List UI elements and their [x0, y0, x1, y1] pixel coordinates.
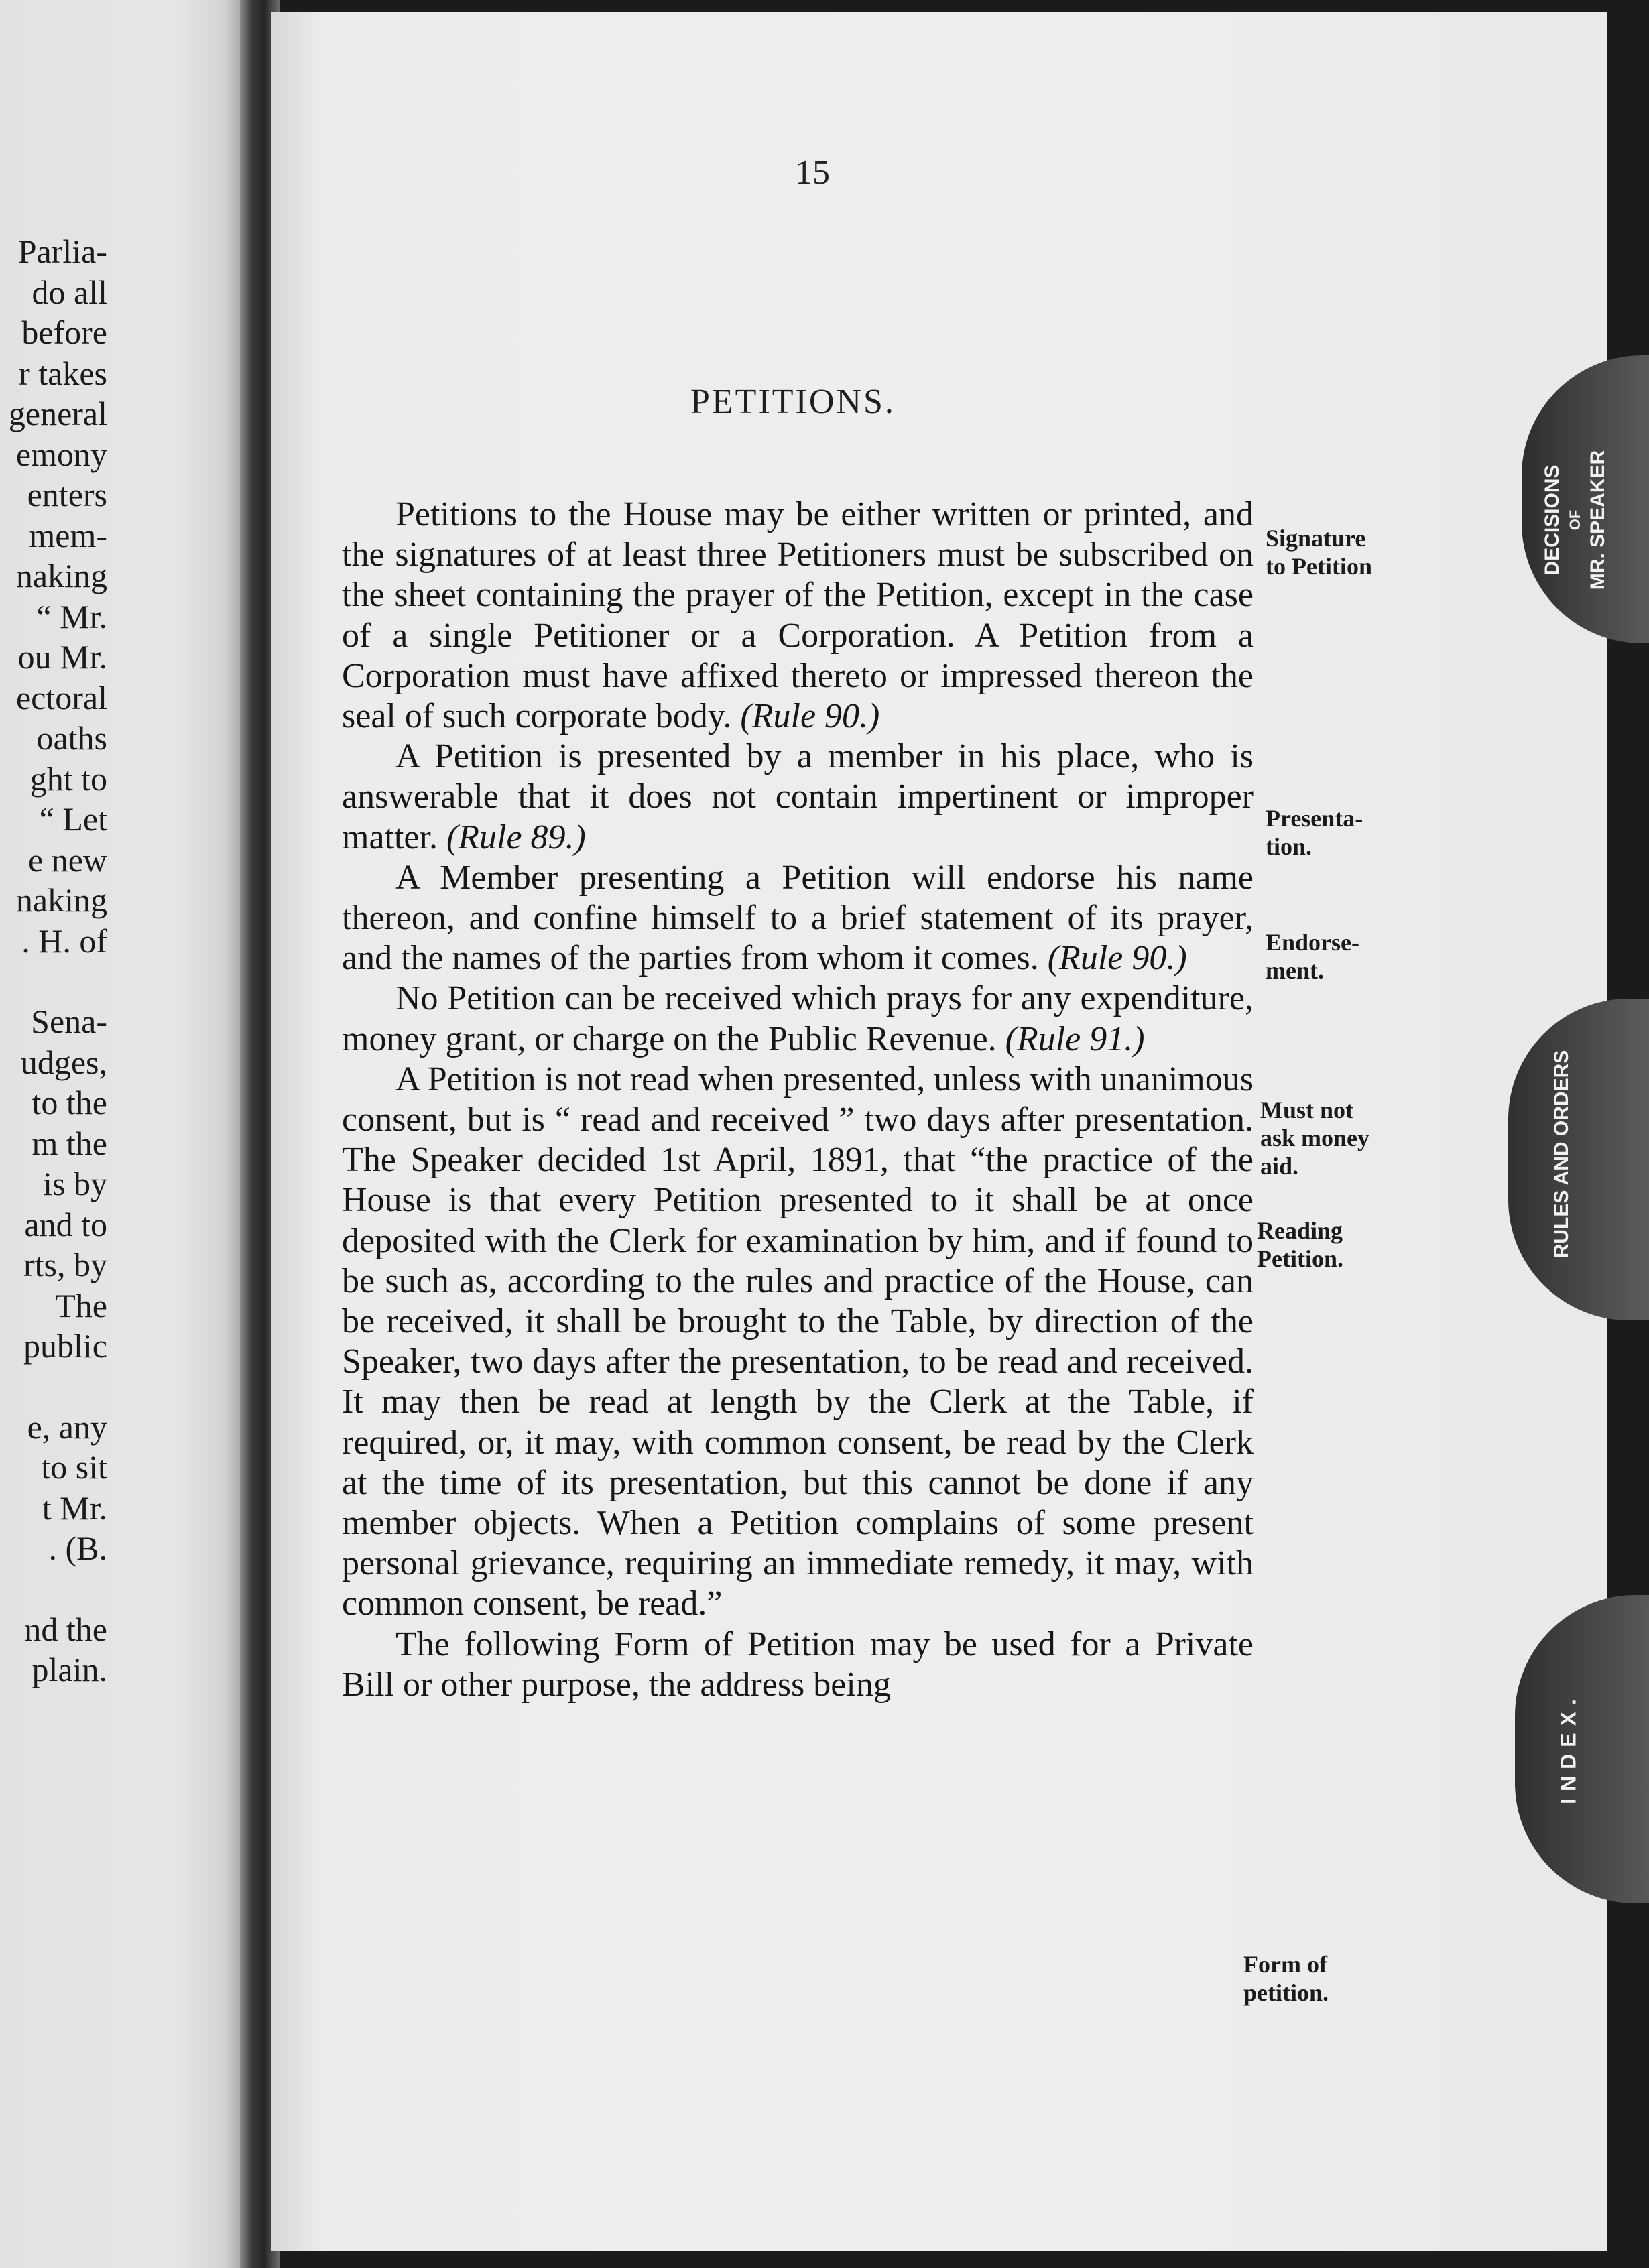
section-title: PETITIONS.: [690, 383, 896, 421]
left-page-line: e new: [28, 840, 107, 879]
margin-note-endorsement: Endorse- ment.: [1266, 929, 1360, 984]
paragraph-endorsement: A Member presenting a Petition will endorse his name thereon, and confine himself to a brief statement of its prayer, and the names of the parties from whom it comes. (Rule 90.): [342, 858, 1254, 978]
margin-note-reading: Reading Petition.: [1257, 1217, 1343, 1272]
paragraph-form: The following Form of Petition may be used for a Private Bill or other purpose, the address being: [342, 1625, 1254, 1704]
left-page-line: ectoral: [15, 678, 107, 716]
paragraph-signatures: Petitions to the House may be either written or printed, and the signatures of at least three Petitioners must be subscribed on the sheet containing the prayer of the Petition, except in the case of a single Petitioner or a Corporation. A Petition from a Corporation must have affixed thereto or impressed thereon the seal of such corporate body. (Rule 90.): [342, 495, 1254, 736]
left-page-line: t Mr.: [42, 1489, 107, 1527]
thumb-tab-rules-label: RULES AND ORDERS: [1550, 1050, 1573, 1259]
left-page-line: “ Mr.: [36, 597, 107, 635]
left-page-line: oaths: [36, 719, 107, 757]
left-page-line: before: [21, 314, 107, 351]
left-page-line: . (B.: [48, 1529, 107, 1567]
left-page-line: e, any: [27, 1407, 107, 1446]
margin-note-signature: Signature to Petition: [1266, 525, 1372, 580]
left-page-line: plain.: [32, 1651, 107, 1688]
thumb-tab-index-label: INDEX.: [1556, 1692, 1581, 1804]
paragraph-reading: A Petition is not read when presented, unless with unanimous consent, but is “ read and received ” two days after presentation. The Speaker decided 1st April, 1891, that “the practice of the House is that every Petition presented to it shall be at once deposited with the Clerk for examination by him, and if found to be such as, according to the rules and practice of the House, can be received, it shall be brought to the Table, by direction of the Speaker, two days after the presentation, to be read and received. It may then be read at length by the Clerk at the Table, if required, or, it may, with common consent, be read by the Clerk at the time of its presentation, but this cannot be done if any member objects. When a Petition complains of some present personal grievance, requiring an immediate remedy, it may, with common consent, be read.”: [342, 1060, 1254, 1623]
margin-note-form: Form of petition.: [1243, 1951, 1329, 2006]
left-page-line: and to: [24, 1205, 107, 1243]
left-page-line: mem-: [29, 516, 107, 554]
left-page-line: Parlia-: [17, 233, 107, 270]
left-page-text: [0, 231, 107, 1690]
thumb-tab-decisions-label: DECISIONS OF MR. SPEAKER: [1541, 450, 1609, 590]
left-page-line: do all: [32, 273, 107, 311]
paragraph-presentation: A Petition is presented by a member in his place, who is answerable that it does not contain impertinent or improper matter. (Rule 89.): [342, 737, 1254, 857]
left-page-line: ght to: [29, 759, 107, 798]
body-text: [342, 495, 1254, 1705]
left-page-line: udges,: [20, 1043, 107, 1081]
left-page-line: The: [55, 1286, 107, 1324]
paragraph-money: No Petition can be received which prays for any expenditure, money grant, or charge on the Public Revenue. (Rule 91.): [342, 979, 1254, 1058]
left-page-line: general: [8, 395, 107, 432]
left-page-gap: [0, 961, 107, 1001]
left-page-line: . H. of: [21, 922, 107, 960]
margin-note-presentation: Presenta- tion.: [1266, 805, 1363, 860]
left-page-line: Sena-: [31, 1003, 107, 1040]
left-page-line: public: [23, 1327, 107, 1365]
left-page-line: “ Let: [39, 800, 107, 838]
left-page-line: nd the: [24, 1610, 107, 1648]
left-page-line: naking: [15, 881, 107, 919]
left-page-line: ou Mr.: [17, 638, 107, 676]
left-page-gap: [0, 1569, 107, 1609]
left-page-line: r takes: [19, 354, 107, 392]
left-page-gap: [0, 1367, 107, 1407]
left-page-line: enters: [27, 476, 107, 513]
margin-note-money: Must not ask money aid.: [1260, 1096, 1370, 1180]
left-page-line: to the: [32, 1084, 107, 1121]
left-page-line: to sit: [41, 1448, 107, 1486]
page-number: 15: [795, 153, 830, 192]
left-page-line: rts, by: [23, 1246, 107, 1283]
left-page-line: m the: [32, 1124, 107, 1162]
left-page-line: is by: [43, 1165, 107, 1202]
left-page-fragment: [0, 0, 248, 2268]
left-page-line: naking: [15, 557, 107, 594]
left-page-line: emony: [15, 435, 107, 473]
